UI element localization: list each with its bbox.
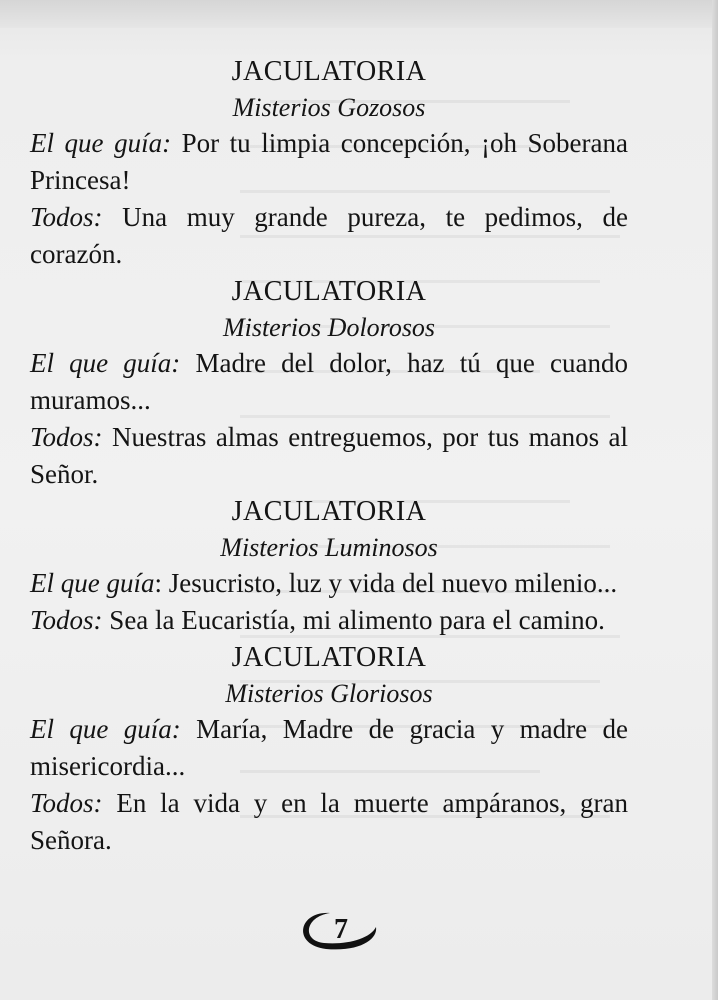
page-number: 7 bbox=[334, 914, 348, 945]
speaker-label: Todos: bbox=[30, 422, 103, 452]
prayer-line bbox=[30, 711, 628, 785]
prayer-text bbox=[30, 53, 628, 859]
prayer-text-line: Sea la Eucaristía, mi alimento para el camino. bbox=[102, 605, 605, 635]
prayer-line bbox=[30, 199, 628, 273]
speaker-label: El que guía bbox=[30, 568, 155, 598]
page-number-badge bbox=[290, 905, 380, 955]
section-heading: JACULATORIA bbox=[231, 642, 427, 673]
prayer-text-line: María, Madre de gracia y madre de misericordia... bbox=[30, 714, 628, 781]
prayer-line bbox=[30, 419, 628, 493]
section-subheading: Misterios Gozosos bbox=[232, 93, 426, 122]
speaker-label: Todos: bbox=[30, 788, 103, 818]
page-top-edge bbox=[0, 0, 718, 28]
section-subheading: Misterios Dolorosos bbox=[222, 313, 436, 342]
section-subheading: Misterios Gloriosos bbox=[225, 679, 433, 708]
prayer-text-line: Por tu limpia concepción, ¡oh Soberana Princesa! bbox=[30, 128, 628, 195]
page-right-edge bbox=[712, 0, 718, 1000]
prayer-line bbox=[30, 602, 628, 639]
speaker-label: El que guía: bbox=[30, 348, 181, 378]
section-heading: JACULATORIA bbox=[231, 496, 427, 527]
section-subheading: Misterios Luminosos bbox=[220, 533, 438, 562]
speaker-label: El que guía: bbox=[30, 714, 181, 744]
prayer-text-line: En la vida y en la muerte ampáranos, gran Señora. bbox=[30, 788, 628, 855]
prayer-line bbox=[30, 345, 628, 419]
speaker-label: Todos: bbox=[30, 202, 103, 232]
prayer-text-line: : Jesucristo, luz y vida del nuevo milenio... bbox=[154, 568, 618, 598]
speaker-label: El que guía: bbox=[30, 128, 172, 158]
prayer-line bbox=[30, 785, 628, 859]
prayer-text-line: Madre del dolor, haz tú que cuando muramos... bbox=[30, 348, 628, 415]
prayer-text-line: Una muy grande pureza, te pedimos, de corazón. bbox=[30, 202, 628, 269]
jaculatoria-section-gozosos bbox=[30, 53, 628, 273]
jaculatoria-section-luminosos bbox=[30, 493, 628, 639]
jaculatoria-section-gloriosos bbox=[30, 639, 628, 859]
prayer-line bbox=[30, 125, 628, 199]
prayer-text-line: Nuestras almas entreguemos, por tus manos al Señor. bbox=[30, 422, 628, 489]
section-heading: JACULATORIA bbox=[231, 276, 427, 307]
jaculatoria-section-dolorosos bbox=[30, 273, 628, 493]
prayer-line bbox=[30, 565, 628, 602]
speaker-label: Todos: bbox=[30, 605, 103, 635]
section-heading: JACULATORIA bbox=[231, 56, 427, 87]
